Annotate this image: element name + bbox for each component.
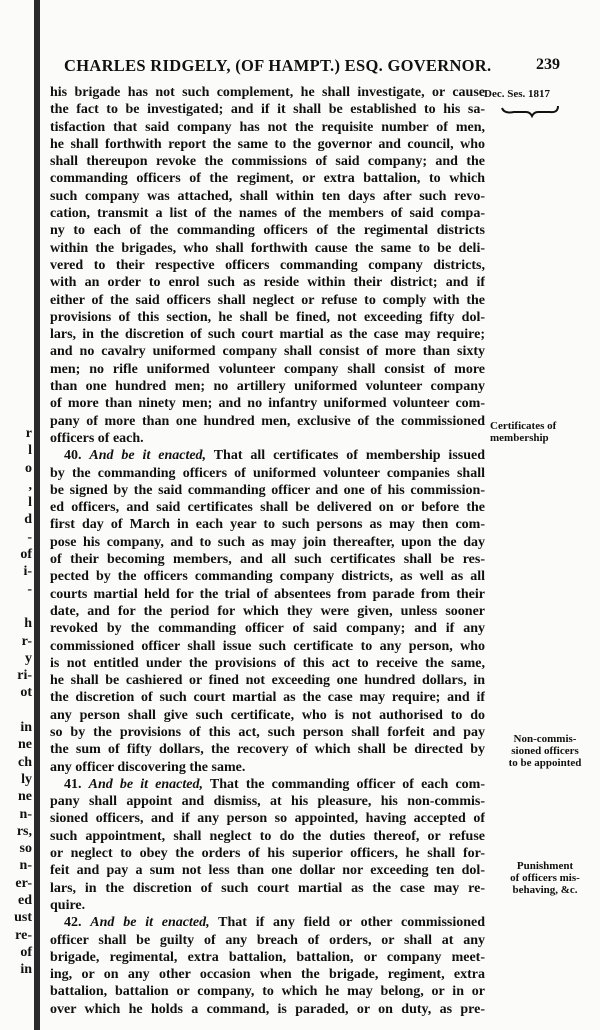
text-line: courts martial held for the trial of absentees from parade from their (50, 586, 485, 602)
body-text (50, 84, 485, 1018)
page-number: 239 (536, 56, 560, 73)
text-line: within the brigades, who shall forthwith cause the same to be deli- (50, 240, 485, 256)
fragment: ot (20, 685, 32, 701)
fragment: l (28, 443, 32, 459)
text-line: such company was attached, shall within ten days after such revo- (50, 188, 485, 204)
fragment: re- (15, 927, 32, 943)
fragment: er- (15, 875, 32, 891)
fragment: ri- (17, 668, 32, 684)
text-line: officer shall be guilty of any breach of orders, or shall at any (50, 932, 485, 948)
fragment: ust (14, 910, 32, 926)
margin-note-non-commissioned: Non-commis- sioned officers to be appointed (508, 733, 582, 769)
fragment: n- (19, 806, 32, 822)
fragment: rs, (16, 823, 32, 839)
text-line: of their becoming members, and all such certificates shall be res- (50, 552, 485, 568)
text-line: pany shall appoint and dismiss, at his pleasure, his non-commis- (50, 794, 485, 810)
text-line: tisfaction that said company has not the requisite number of men, (50, 119, 485, 135)
text-line: is not entitled under the provisions of this act to receive the same, (50, 655, 485, 671)
text-line: the sum of fifty dollars, the recovery of which shall be directed by (50, 742, 485, 758)
text-line: battalion, battalion or company, to which he may belong, or in or (50, 984, 485, 1000)
section-first: That if any field or other commissioned (218, 915, 485, 931)
text-line: he shall be cashiered or fined not exceeding one hundred dollars, in (50, 673, 485, 689)
fragment: ne (18, 789, 32, 805)
text-line: lars, in the discretion of such court martial as the case may require; (50, 327, 485, 343)
fragment: of (20, 944, 32, 960)
text-line: quire. (50, 897, 86, 913)
text-line: pany of more than one hundred men, exclusive of the commissioned (50, 413, 485, 429)
section42-heading-line (50, 914, 485, 931)
fragment: in (20, 720, 32, 736)
fragment: - (27, 581, 32, 597)
fragment: of (20, 547, 32, 563)
text-line: first day of March in each year to such persons as may then com- (50, 517, 485, 533)
text-line: be signed by the said commanding officer and one of his commission- (50, 482, 485, 498)
fragment: ne (18, 737, 32, 753)
section-first: That all certificates of membership issued (213, 448, 485, 464)
text-line: vered to their respective officers commanding company districts, (50, 257, 485, 273)
section-enacting: And be it enacted, (88, 776, 203, 792)
brace-ornament (500, 104, 560, 118)
text-line: brigade, regimental, extra battalion, battalion, or company meet- (50, 949, 485, 965)
text-line: he shall forthwith report the same to the governor and council, who (50, 136, 485, 152)
text-line: shall thereupon revoke the commissions of said company; and the (50, 154, 485, 170)
fragment: r (25, 426, 32, 441)
text-line: ny to each of the commanding officers of the regimental districts (50, 223, 485, 239)
fragment: h (24, 616, 32, 632)
text-line: pected by the officers commanding company districts, as well as all (50, 569, 485, 585)
text-line: commanding officers of the regiment, or extra battalion, to which (50, 171, 485, 187)
margin-note-certificates: Certificates of membership (490, 420, 557, 444)
text-line: cation, transmit a list of the names of the members of said compa- (50, 206, 485, 222)
text-line: commissioned officer shall issue such certificate to any person, who (50, 638, 485, 654)
fragment: d (24, 512, 32, 528)
text-line: date, and for the period for which they were given, unless sooner (50, 603, 485, 619)
text-line: pose his company, and to such as may join thereafter, upon the day (50, 534, 485, 550)
text-line: or neglect to obey the orders of his superior officers, he shall for- (50, 846, 485, 862)
text-line: provisions of this section, he shall be fined, not exceeding fifty dol- (50, 309, 485, 325)
text-line: the fact to be investigated; and if it shall be established to his sa- (50, 102, 485, 118)
fragment: y (25, 650, 32, 666)
text-line: so by the provisions of this act, such person shall forfeit and pay (50, 724, 485, 740)
text-line: revoked by the commanding officer of said company; and if any (50, 621, 485, 637)
text-line: and no cavalry uniformed company shall consist of more than sixty (50, 344, 485, 360)
running-header: CHARLES RIDGELY, (OF HAMPT.) ESQ. GOVERNOR. (64, 56, 492, 75)
text-line: over which he holds a command, is paraded, or on duty, as pre- (50, 1001, 485, 1017)
text-line: the discretion of such court martial as the case may require; and if (50, 690, 485, 706)
fragment: ed (18, 893, 32, 909)
fragment: , (28, 477, 32, 493)
text-line: men; no rifle uniformed volunteer company shall consist of more (50, 361, 485, 377)
section-number: 41. (64, 776, 82, 792)
fragment: in (20, 962, 32, 978)
fragment: i- (23, 564, 32, 580)
section-enacting: And be it enacted, (89, 448, 207, 464)
section-first: That the commanding officer of each com- (209, 776, 485, 792)
text-line: any officer discovering the same. (50, 759, 246, 775)
text-line: by the commanding officers of uniformed volunteer companies shall (50, 465, 485, 481)
text-line: sioned officers, and if any person so appointed, having accepted of (50, 811, 485, 827)
text-line: with an order to enrol such as reside within their district; and if (50, 275, 485, 291)
fragment: r- (21, 633, 32, 649)
section40-heading-line (50, 447, 485, 464)
fragment: l (28, 495, 32, 511)
text-line: his brigade has not such complement, he shall investigate, or cause (50, 85, 485, 100)
margin-note-session: Dec. Ses. 1817 (484, 88, 550, 100)
section-enacting: And be it enacted, (90, 915, 210, 931)
fragment: so (19, 841, 32, 857)
text-line: lars, in the discretion of such court martial as the case may re- (50, 880, 485, 896)
text-line: such appointment, shall neglect to do the duties thereof, or refuse (50, 828, 485, 844)
text-line: either of the said officers shall neglect or refuse to comply with the (50, 292, 485, 308)
section41-heading-line (50, 776, 485, 793)
previous-page-edge (0, 425, 32, 979)
margin-note-punishment: Punishment of officers mis- behaving, &c. (510, 860, 580, 896)
fragment: ly (21, 771, 32, 787)
text-line: than one hundred men; no artillery uniformed volunteer company (50, 379, 485, 395)
section-number: 42. (64, 915, 82, 931)
section-number: 40. (64, 448, 82, 464)
fragment: - (27, 529, 32, 545)
text-line: ed officers, and said certificates shall be delivered on or before the (50, 500, 485, 516)
text-line: feit and pay a sum not less than one dollar nor exceeding ten dol- (50, 863, 485, 879)
fragment: o (25, 460, 32, 476)
fragment: ch (18, 754, 32, 770)
text-line: officers of each. (50, 430, 144, 446)
text-line: of more than ninety men; and no infantry uniformed volunteer com- (50, 396, 485, 412)
text-line: ing, or on any other occasion when the brigade, regiment, extra (50, 967, 485, 983)
fragment: n- (19, 858, 32, 874)
text-line: any person shall give such certificate, who is not authorised to do (50, 707, 485, 723)
book-gutter (34, 0, 40, 1030)
